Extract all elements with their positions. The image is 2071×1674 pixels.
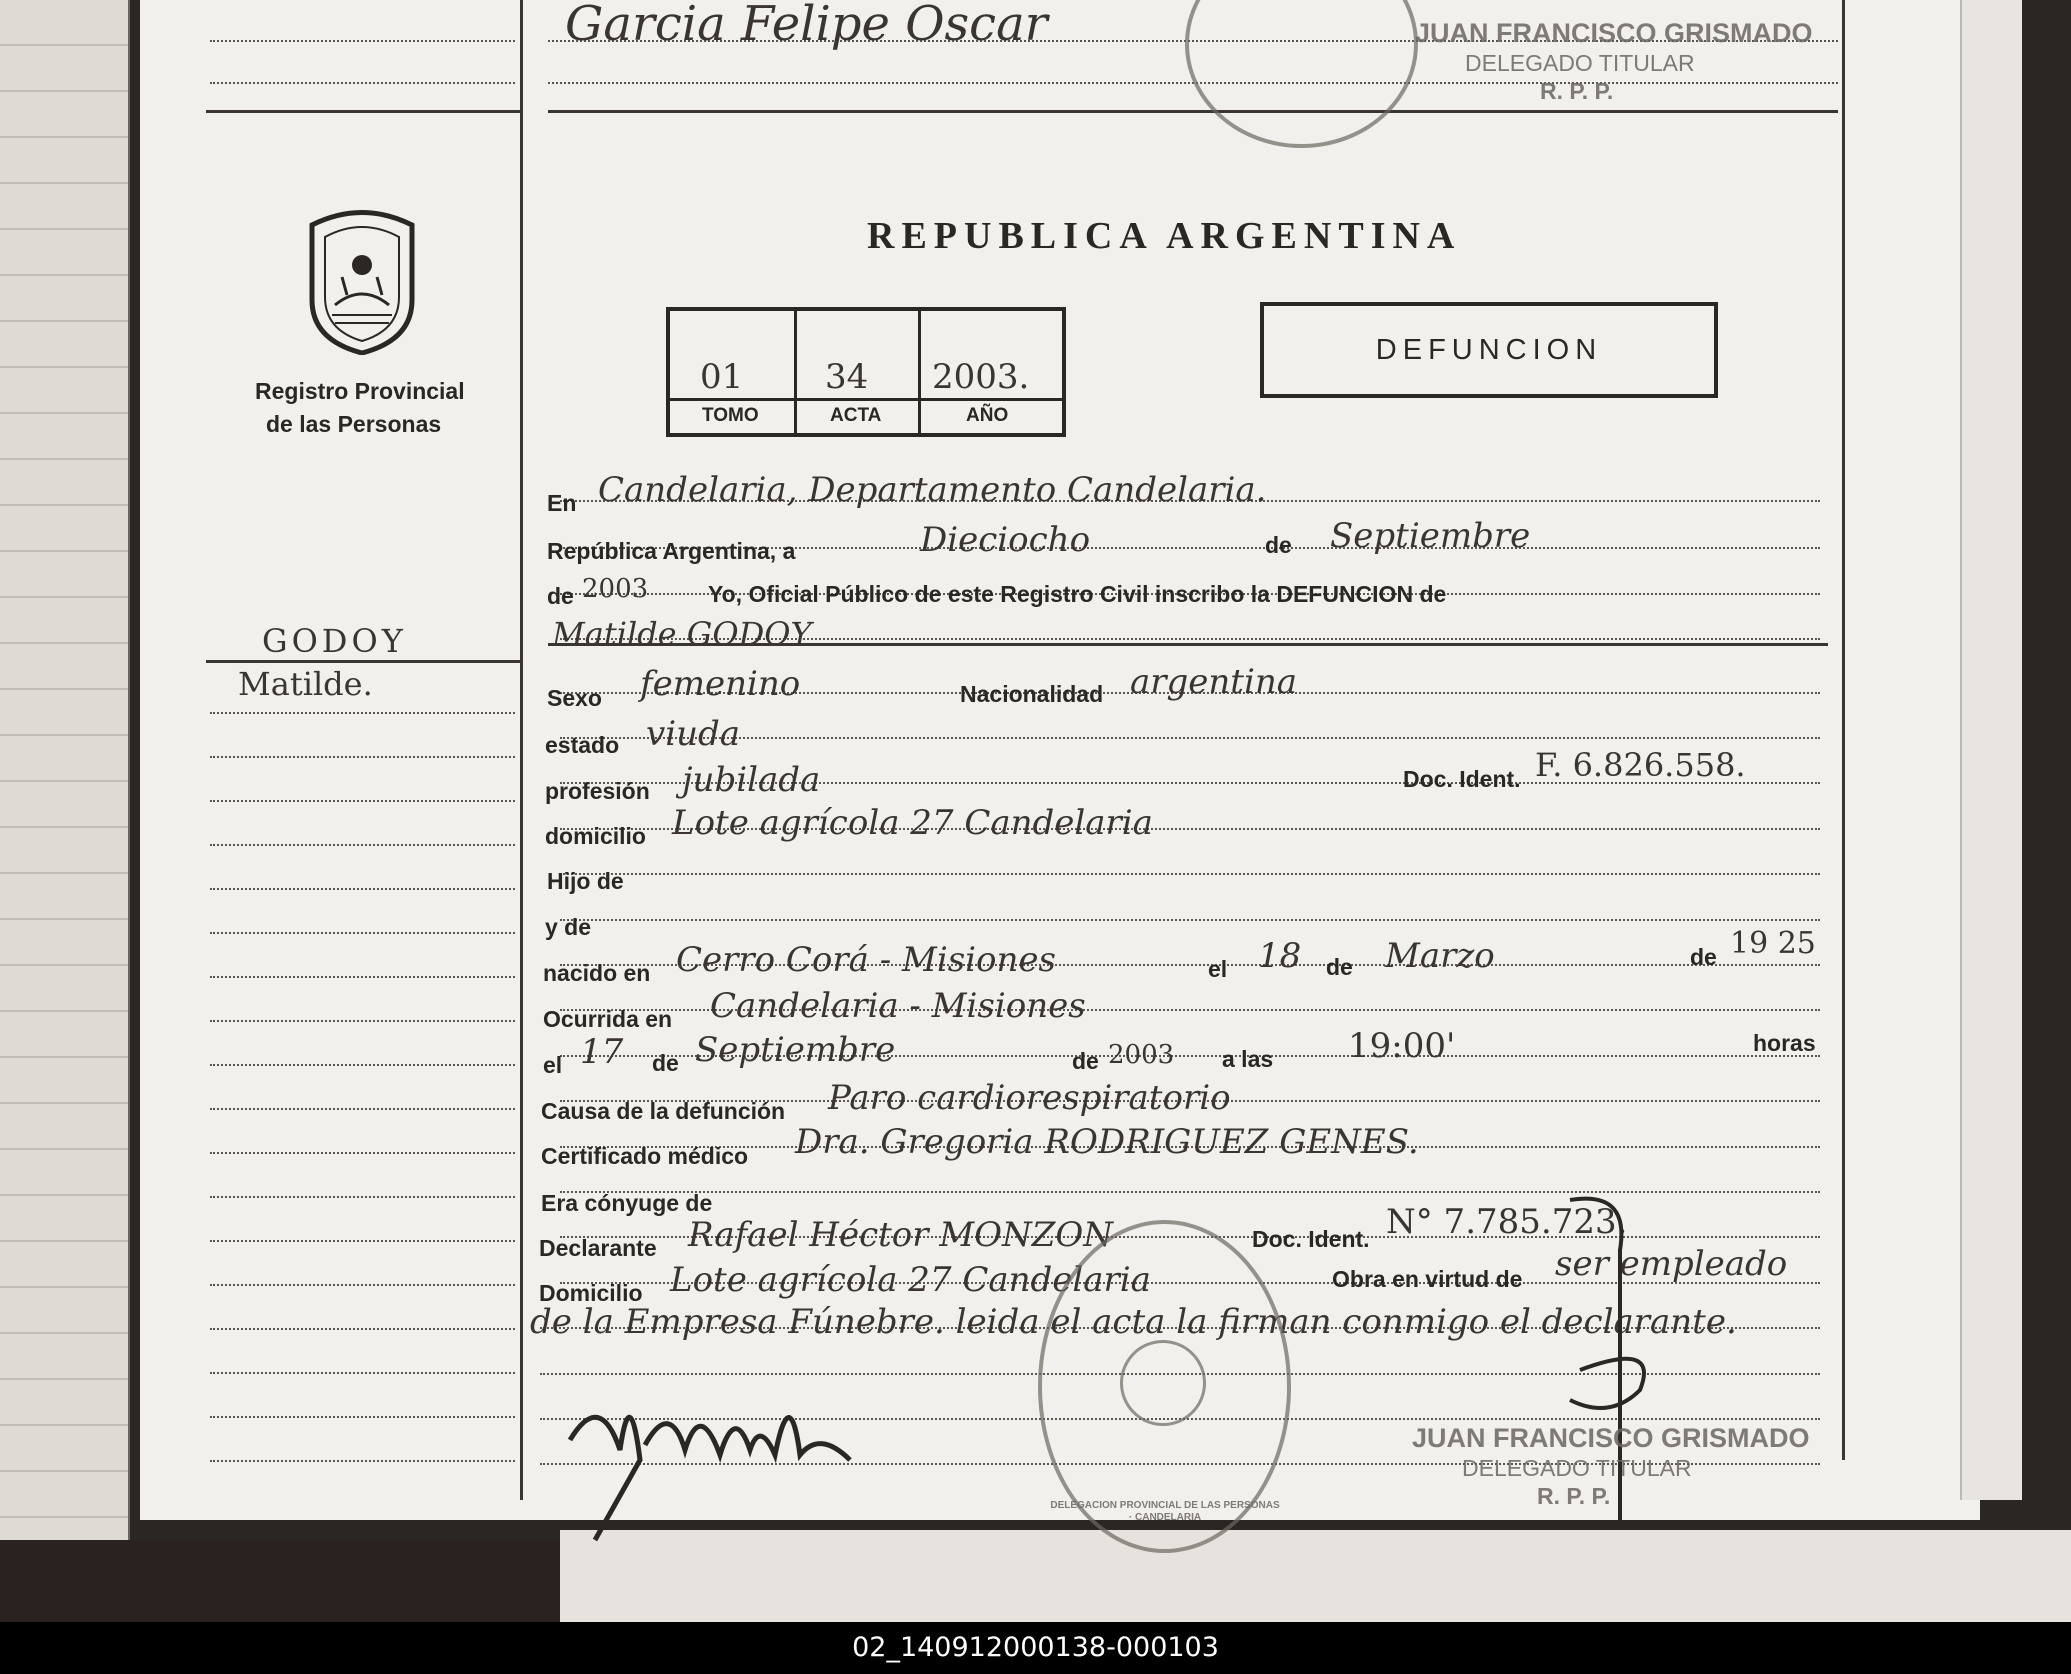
def-mes-value: Septiembre xyxy=(695,1030,896,1070)
margin-given-name: Matilde. xyxy=(238,665,373,703)
previous-entry-signature: Garcia Felipe Oscar xyxy=(565,0,1048,52)
margin-surname: GODOY xyxy=(262,622,407,660)
seal-text: DELEGACION PROVINCIAL DE LAS PERSONAS · CANDELARIA xyxy=(1050,1500,1280,1523)
next-pages-edge xyxy=(1960,0,2022,1500)
a-las-label: a las xyxy=(1222,1046,1274,1072)
en-label: En xyxy=(547,490,577,516)
file-id-bar: 02_140912000138-000103 xyxy=(0,1622,2071,1674)
tomo-value: 01 xyxy=(700,357,744,397)
doc2-value: N° 7.785.723. xyxy=(1386,1202,1628,1242)
def-de-year-label: de xyxy=(1072,1048,1099,1074)
header-rule xyxy=(548,110,1838,113)
margin-dotted-line xyxy=(210,1108,515,1110)
ano-value: 2003. xyxy=(932,357,1030,397)
right-border xyxy=(1842,0,1845,1460)
previous-page-lines xyxy=(0,0,128,1540)
hora-value: 19:00' xyxy=(1348,1026,1456,1066)
top-stamp-role: DELEGADO TITULAR xyxy=(1465,50,1695,76)
doc2-label: Doc. Ident. xyxy=(1252,1226,1370,1252)
acta-value: 34 xyxy=(825,357,869,397)
margin-dotted-line xyxy=(210,1152,515,1154)
nac-anio-value: 19 25 xyxy=(1730,926,1816,961)
mes-value: Septiembre xyxy=(1330,516,1531,556)
tomo-label: TOMO xyxy=(702,405,759,426)
estado-value: viuda xyxy=(646,714,741,754)
acta-label: ACTA xyxy=(830,405,882,426)
ocurrida-value: Candelaria - Misiones xyxy=(710,986,1086,1026)
de-year-label: de xyxy=(547,583,574,609)
margin-dotted-line xyxy=(210,1196,515,1198)
seal-emblem-icon xyxy=(1120,1340,1206,1426)
declarante-label: Declarante xyxy=(539,1235,657,1261)
inscribo-text: Yo, Oficial Público de este Registro Civil inscribo la DEFUNCION de xyxy=(708,581,1447,607)
margin-divider xyxy=(520,0,523,1500)
document-type-box xyxy=(1260,302,1718,398)
margin-dotted-line xyxy=(210,1372,515,1374)
continuacion-text: de la Empresa Fúnebre. leida el acta la firman conmigo el declarante. xyxy=(530,1302,1737,1342)
margin-dotted-line xyxy=(210,1064,515,1066)
margin-dotted-line xyxy=(210,800,515,802)
profesion-value: jubilada xyxy=(682,760,821,800)
record-number-box xyxy=(666,307,1066,437)
el-def-label: el xyxy=(543,1052,563,1078)
document-type: DEFUNCION xyxy=(1375,334,1603,366)
doc-ident-value: F. 6.826.558. xyxy=(1535,746,1746,784)
margin-dotted-line xyxy=(210,1284,515,1286)
domicilio-value: Lote agrícola 27 Candelaria xyxy=(672,803,1153,843)
hijo-label: Hijo de xyxy=(547,868,624,894)
nac-dia-value: 18 xyxy=(1258,936,1302,976)
obra-value: ser empleado xyxy=(1555,1244,1788,1284)
top-stamp-office: R. P. P. xyxy=(1540,78,1614,104)
declarante-value: Rafael Héctor MONZON xyxy=(688,1215,1113,1255)
margin-dotted-line xyxy=(210,1020,515,1022)
conyuge-label: Era cónyuge de xyxy=(541,1190,713,1216)
margin-dotted-line xyxy=(210,1328,515,1330)
province-coat-of-arms-icon xyxy=(297,205,427,355)
estado-label: estado xyxy=(545,732,620,758)
fallecido-value: Matilde GODOY xyxy=(552,615,812,653)
anio-value: 2003 xyxy=(582,574,649,604)
margin-dotted-line xyxy=(210,976,515,978)
bottom-stamp-role: DELEGADO TITULAR xyxy=(1462,1455,1692,1481)
republica-label: República Argentina, a xyxy=(547,538,796,564)
margin-dotted-line xyxy=(210,82,515,84)
margin-dotted-line xyxy=(210,712,515,714)
dia-value: Dieciocho xyxy=(920,520,1091,560)
causa-value: Paro cardiorespiratorio xyxy=(828,1078,1231,1118)
registry-name-line2: de las Personas xyxy=(266,411,442,437)
sexo-value: femenino xyxy=(640,664,801,704)
y-de-label: y de xyxy=(545,914,592,940)
margin-top-rule xyxy=(206,110,520,113)
domicilio-label: domicilio xyxy=(545,823,646,849)
sexo-label: Sexo xyxy=(547,685,602,711)
bottom-stamp-name: JUAN FRANCISCO GRISMADO xyxy=(1412,1423,1810,1453)
def-dia-value: 17 xyxy=(580,1032,624,1072)
el-label: el xyxy=(1208,956,1228,982)
country-title: REPUBLICA ARGENTINA xyxy=(867,215,1462,257)
margin-dotted-line xyxy=(210,1460,515,1462)
declarante-signature-icon xyxy=(560,1360,890,1550)
margin-dotted-line xyxy=(210,756,515,758)
margin-dotted-line xyxy=(210,932,515,934)
def-anio-value: 2003 xyxy=(1108,1040,1175,1070)
lugar-value: Candelaria, Departamento Candelaria. xyxy=(598,470,1267,510)
nac-mes-value: Marzo xyxy=(1385,936,1495,976)
nacido-label: nacido en xyxy=(543,960,651,986)
obra-label: Obra en virtud de xyxy=(1332,1266,1523,1292)
margin-dotted-line xyxy=(210,888,515,890)
margin-dotted-line xyxy=(210,40,515,42)
causa-label: Causa de la defunción xyxy=(541,1098,786,1124)
form-dotted-line xyxy=(560,919,1820,921)
form-dotted-line xyxy=(560,873,1820,875)
bottom-stamp-office: R. P. P. xyxy=(1537,1483,1611,1509)
form-dotted-line xyxy=(560,737,1820,739)
de-label: de xyxy=(1265,532,1292,558)
domicilio2-value: Lote agrícola 27 Candelaria xyxy=(670,1260,1151,1300)
margin-dotted-line xyxy=(210,844,515,846)
nac-de-year-label: de xyxy=(1690,944,1717,970)
margin-dotted-line xyxy=(210,1240,515,1242)
ano-label: AÑO xyxy=(966,405,1009,426)
certificado-value: Dra. Gregoria RODRIGUEZ GENES. xyxy=(795,1122,1419,1162)
registry-name-line1: Registro Provincial xyxy=(255,378,465,404)
ocurrida-label: Ocurrida en xyxy=(543,1006,673,1032)
nacionalidad-value: argentina xyxy=(1130,662,1298,702)
profesion-label: profesión xyxy=(545,778,650,804)
nacionalidad-label: Nacionalidad xyxy=(960,681,1104,707)
top-stamp-name: JUAN FRANCISCO GRISMADO xyxy=(1415,18,1813,48)
certificado-label: Certificado médico xyxy=(541,1143,749,1169)
book-shadow xyxy=(0,1540,560,1622)
doc-ident-label: Doc. Ident. xyxy=(1403,766,1521,792)
margin-name-rule xyxy=(206,660,520,663)
horas-label: horas xyxy=(1753,1030,1816,1056)
def-de-label: de xyxy=(652,1050,679,1076)
nacido-value: Cerro Corá - Misiones xyxy=(676,940,1056,980)
margin-dotted-line xyxy=(210,1416,515,1418)
nac-de-label: de xyxy=(1326,954,1353,980)
domicilio2-label: Domicilio xyxy=(539,1280,643,1306)
